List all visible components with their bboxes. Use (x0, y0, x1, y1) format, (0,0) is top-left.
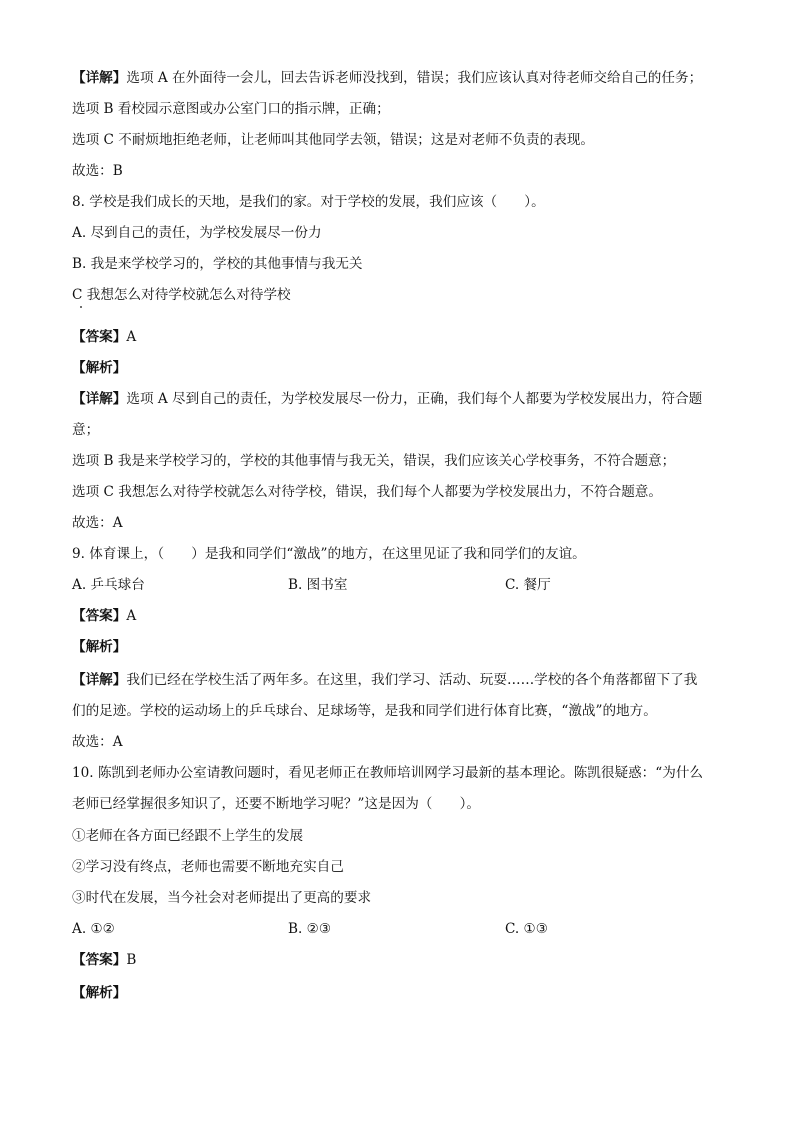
choose-line: 故选：B (72, 163, 123, 179)
detail-text: 选项 A 尽到自己的责任，为学校发展尽一份力，正确，我们每个人都要为学校发展出力，符合题 (126, 391, 703, 407)
option-c-explanation: 选项 C 不耐烦地拒绝老师，让老师叫其他同学去领，错误；这是对老师不负责的表现。 (72, 132, 595, 148)
question-10-item-1: ①老师在各方面已经跟不上学生的发展 (72, 828, 304, 844)
question-9-option-b: B. 图书室 (288, 577, 348, 593)
answer-value: B (126, 952, 137, 968)
question-8-analysis-tag: 【解析】 (72, 360, 127, 376)
detail-text: 我们已经在学校生活了两年多。在这里，我们学习、活动、玩耍……学校的各个角落都留下了我 (126, 672, 698, 688)
answer-value: A (126, 608, 137, 624)
question-8-detail-cont: 意； (72, 422, 100, 438)
question-9-option-c: C. 餐厅 (505, 577, 551, 593)
detail-line (72, 68, 732, 88)
question-9-option-a: A. 乒乓球台 (72, 577, 145, 593)
question-8-detail-c: 选项 C 我想怎么对待学校就怎么对待学校，错误，我们每个人都要为学校发展出力，不符合题意。 (72, 484, 662, 500)
answer-tag: 【答案】 (72, 608, 127, 624)
question-8-detail (72, 389, 732, 409)
question-10-option-c: C. ①③ (505, 921, 548, 937)
detail-text: 选项 A 在外面待一会儿，回去告诉老师没找到，错误；我们应该认真对待老师交给自己的任务； (126, 70, 703, 86)
question-8-option-a: A. 尽到自己的责任，为学校发展尽一份力 (72, 225, 322, 241)
question-10-analysis-tag: 【解析】 (72, 985, 127, 1001)
option-b-explanation: 选项 B 看校园示意图或办公室门口的指示牌，正确； (72, 101, 390, 117)
question-10-answer (72, 950, 732, 970)
question-8-option-c: C 我想怎么对待学校就怎么对待学校 (72, 287, 291, 303)
answer-tag: 【答案】 (72, 329, 127, 345)
question-10-stem-1: 10. 陈凯到老师办公室请教问题时，看见老师正在教师培训网学习最新的基本理论。陈凯很疑惑：“为什么 (72, 765, 704, 781)
detail-tag: 【详解】 (72, 391, 127, 407)
answer-value: A (126, 329, 137, 345)
question-10-stem-2: 老师已经掌握很多知识了，还要不断地学习呢？”这是因为（ ）。 (72, 796, 480, 812)
question-9-analysis-tag: 【解析】 (72, 639, 127, 655)
question-8-detail-b: 选项 B 我是来学校学习的，学校的其他事情与我无关，错误，我们应该关心学校事务，不符合题意； (72, 453, 676, 469)
question-9-detail (72, 670, 732, 690)
question-8-stem: 8. 学校是我们成长的天地，是我们的家。对于学校的发展，我们应该（ ）。 (72, 194, 545, 210)
question-10-option-b: B. ②③ (288, 921, 332, 937)
question-9-detail-cont: 们的足迹。学校的运动场上的乒乓球台、足球场等，是我和同学们进行体育比赛，“激战”的地方。 (72, 703, 657, 719)
stray-dot (80, 306, 82, 308)
detail-tag: 【详解】 (72, 672, 127, 688)
question-9-stem: 9. 体育课上，（ ）是我和同学们“激战”的地方，在这里见证了我和同学们的友谊。 (72, 546, 586, 562)
question-10-item-2: ②学习没有终点，老师也需要不断地充实自己 (72, 859, 344, 875)
answer-tag: 【答案】 (72, 952, 127, 968)
question-8-option-b: B. 我是来学校学习的，学校的其他事情与我无关 (72, 256, 363, 272)
question-9-answer (72, 606, 732, 626)
question-8-choose: 故选：A (72, 515, 123, 531)
detail-tag: 【详解】 (72, 70, 127, 86)
question-8-answer (72, 327, 732, 347)
question-10-option-a: A. ①② (72, 921, 115, 937)
question-10-item-3: ③时代在发展，当今社会对老师提出了更高的要求 (72, 890, 372, 906)
question-9-choose: 故选：A (72, 734, 123, 750)
